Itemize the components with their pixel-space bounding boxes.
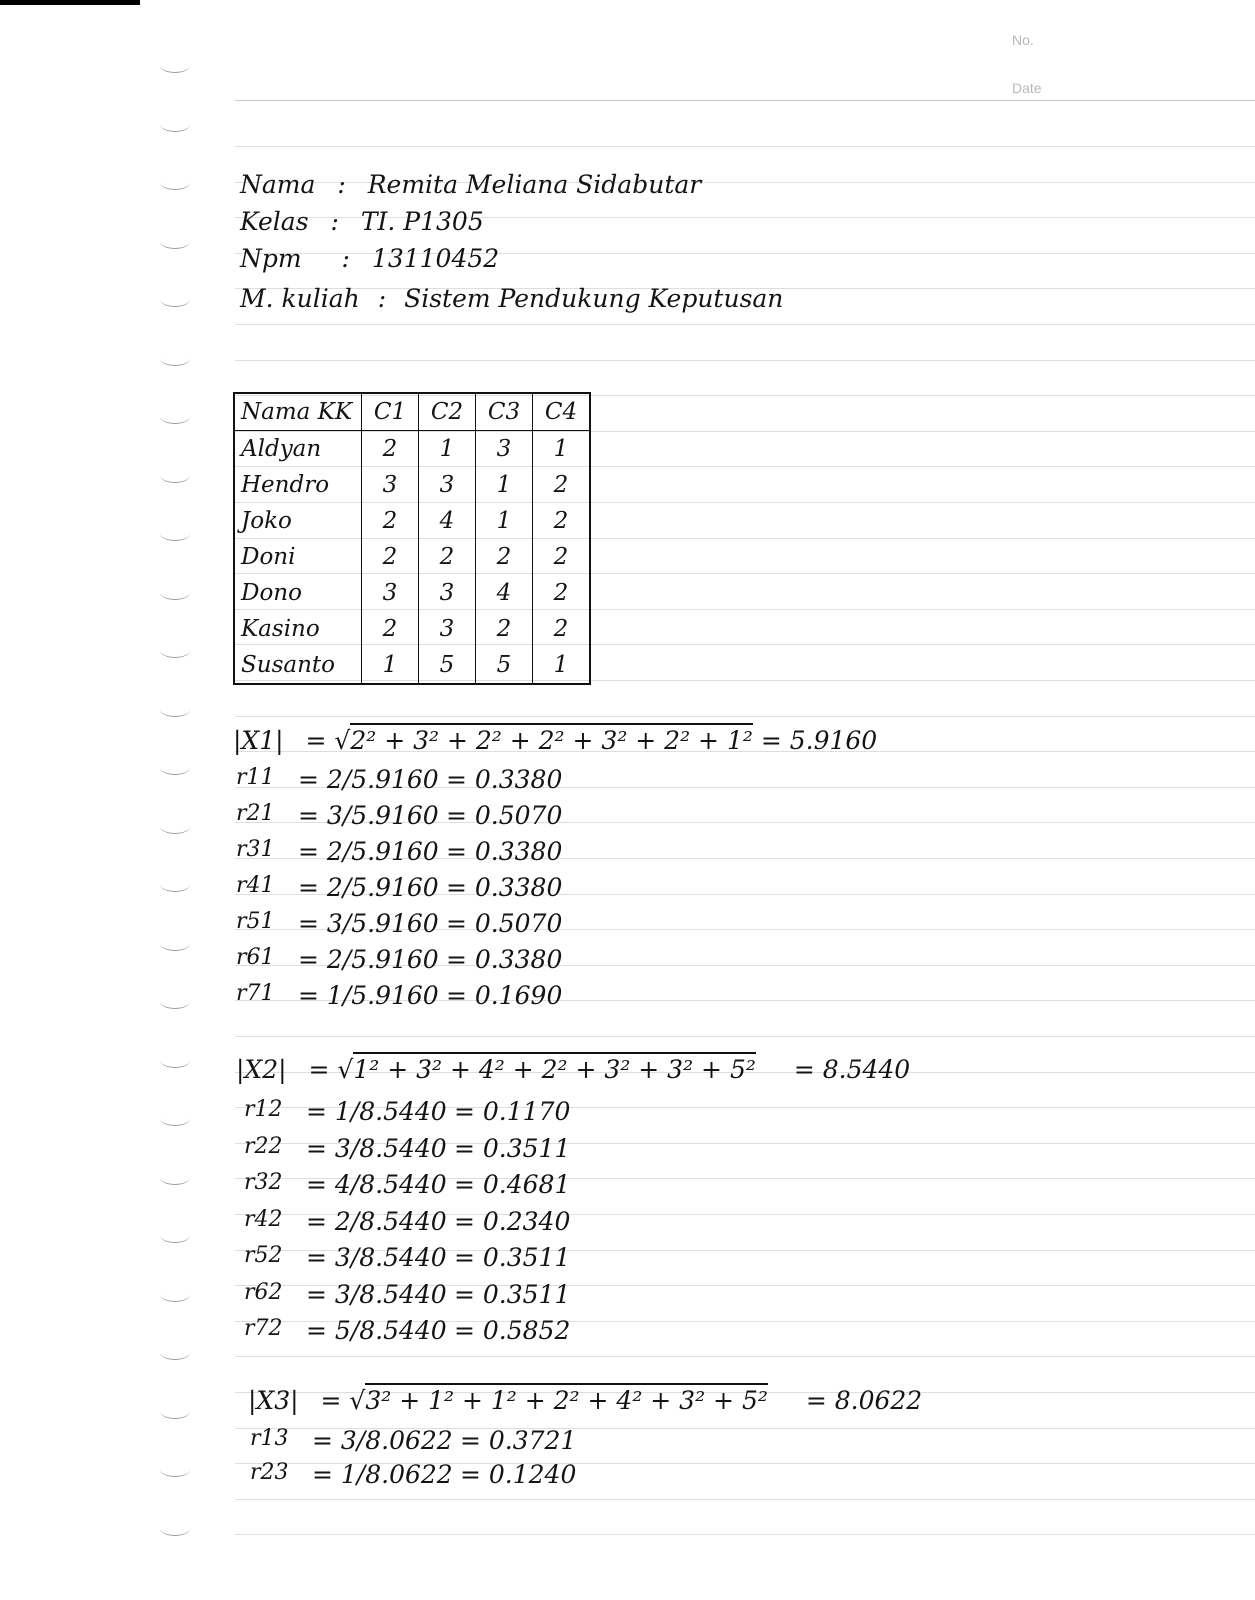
criteria-value-cell: 3 xyxy=(362,467,419,503)
criteria-value-cell: 1 xyxy=(476,503,533,539)
x1-label: |X1| xyxy=(233,726,284,755)
r-calculation: = 2/8.5440 xyxy=(306,1206,447,1236)
r-result: = 0.3380 xyxy=(446,765,563,794)
household-name-cell: Susanto xyxy=(241,652,335,678)
r-calculation: = 1/5.9160 xyxy=(298,981,439,1010)
r-label: r41 xyxy=(236,873,275,898)
binder-hole xyxy=(160,351,190,366)
criteria-value-cell: 3 xyxy=(419,611,476,647)
scan-edge-mark xyxy=(0,0,140,5)
r-label: r62 xyxy=(244,1279,283,1305)
binder-hole xyxy=(160,1111,190,1126)
binder-hole xyxy=(160,585,190,600)
table-header-cell: C2 xyxy=(419,393,476,431)
table-header-cell: C3 xyxy=(476,393,533,431)
criteria-value-cell: 2 xyxy=(533,467,591,503)
r-result: = 0.3380 xyxy=(446,837,563,866)
binder-hole xyxy=(160,936,190,951)
no-label: No. xyxy=(1012,32,1034,48)
x1-norm-line: |X1| = √ 2² + 3² + 2² + 2² + 3² + 2² + 1² = 5.9160 xyxy=(233,726,877,755)
criteria-value-cell: 2 xyxy=(362,611,419,647)
ruled-line xyxy=(235,1036,1255,1037)
x1-radicand: 2² + 3² + 2² + 2² + 3² + 2² + 1² xyxy=(350,726,753,755)
table-row xyxy=(234,575,590,611)
criteria-value-cell: 1 xyxy=(533,431,591,468)
r-label: r12 xyxy=(244,1097,283,1122)
r-calculation: = 3/8.5440 xyxy=(306,1243,447,1272)
criteria-value-cell: 2 xyxy=(533,611,591,647)
criteria-value-cell: 5 xyxy=(476,647,533,684)
binder-hole xyxy=(160,58,190,73)
identity-value: TI. P1305 xyxy=(360,207,484,236)
binder-hole xyxy=(160,526,190,541)
r-result: = 0.4681 xyxy=(454,1170,571,1199)
household-name-cell: Kasino xyxy=(241,616,320,642)
criteria-value-cell: 4 xyxy=(419,503,476,539)
identity-label: Npm xyxy=(240,244,302,273)
r-result: = 0.1690 xyxy=(446,981,563,1010)
date-label: Date xyxy=(1012,80,1042,96)
r-calculation: = 2/5.9160 xyxy=(298,945,439,974)
criteria-value-cell: 2 xyxy=(533,503,591,539)
ruled-line xyxy=(235,360,1255,361)
household-name-cell: Aldyan xyxy=(241,436,322,462)
r-label: r72 xyxy=(244,1316,283,1341)
x3-label: |X3| xyxy=(248,1386,299,1415)
household-name-cell: Doni xyxy=(241,544,296,570)
criteria-value-cell: 2 xyxy=(362,503,419,539)
r-calculation: = 2/5.9160 xyxy=(298,837,439,866)
table-row xyxy=(234,647,590,684)
binder-hole xyxy=(160,409,190,424)
r-calculation: = 3/8.5440 xyxy=(306,1133,447,1163)
binder-hole xyxy=(160,994,190,1009)
r-label: r21 xyxy=(236,801,275,826)
r-result: = 0.3380 xyxy=(446,945,563,974)
criteria-value-cell: 3 xyxy=(362,575,419,611)
table-header-cell: Nama KK xyxy=(234,393,362,431)
ruled-line xyxy=(235,1499,1255,1500)
table-body xyxy=(234,431,590,685)
r-result: = 0.1240 xyxy=(460,1460,577,1489)
criteria-value-cell: 2 xyxy=(362,539,419,575)
x3-norm-line: |X3| = √ 3² + 1² + 1² + 2² + 4² + 3² + 5² = 8.0622 xyxy=(248,1386,922,1415)
criteria-value-cell: 2 xyxy=(533,539,591,575)
binder-hole xyxy=(160,117,190,132)
binder-hole xyxy=(160,702,190,717)
r-calculation: = 5/8.5440 xyxy=(306,1316,447,1345)
identity-value: Remita Meliana Sidabutar xyxy=(367,170,702,199)
binder-hole xyxy=(160,877,190,892)
table-header-row xyxy=(234,393,590,431)
criteria-value-cell: 1 xyxy=(476,467,533,503)
r-result: = 0.3511 xyxy=(454,1243,571,1272)
criteria-value-cell: 5 xyxy=(419,647,476,684)
r-label: r32 xyxy=(244,1170,283,1195)
criteria-value-cell: 3 xyxy=(476,431,533,468)
criteria-value-cell: 2 xyxy=(476,611,533,647)
r-calculation: = 2/5.9160 xyxy=(298,765,439,794)
table-row xyxy=(234,431,590,468)
r-result: = 0.3511 xyxy=(454,1279,571,1309)
r-calculation: = 3/5.9160 xyxy=(298,801,439,830)
binder-hole xyxy=(160,1462,190,1477)
binder-hole xyxy=(160,1287,190,1302)
table-row xyxy=(234,539,590,575)
r-label: r22 xyxy=(244,1133,283,1159)
r-result: = 0.2340 xyxy=(454,1206,571,1236)
identity-label: M. kuliah xyxy=(240,284,360,313)
household-name-cell: Dono xyxy=(241,580,302,606)
ruled-line xyxy=(235,1534,1255,1535)
binder-hole xyxy=(160,1228,190,1243)
identity-label: Kelas xyxy=(240,207,309,236)
r-calculation: = 1/8.0622 xyxy=(312,1460,453,1489)
r-result: = 0.5070 xyxy=(446,801,563,830)
criteria-value-cell: 2 xyxy=(362,431,419,468)
binder-hole xyxy=(160,1053,190,1068)
table-row xyxy=(234,467,590,503)
r-result: = 0.5070 xyxy=(446,909,563,938)
x2-label: |X2| xyxy=(236,1055,287,1084)
criteria-value-cell: 3 xyxy=(419,575,476,611)
criteria-value-cell: 3 xyxy=(419,467,476,503)
binder-hole xyxy=(160,1345,190,1360)
ruled-line xyxy=(235,1356,1255,1357)
r-label: r51 xyxy=(236,909,275,934)
x2-result: = 8.5440 xyxy=(793,1055,911,1084)
r-calculation: = 3/8.5440 xyxy=(306,1279,447,1309)
r-label: r61 xyxy=(236,945,275,970)
table-header-cell: C4 xyxy=(533,393,591,431)
r-result: = 0.5852 xyxy=(454,1316,571,1345)
binder-hole xyxy=(160,175,190,190)
identity-value: Sistem Pendukung Keputusan xyxy=(404,284,784,313)
household-name-cell: Joko xyxy=(241,508,292,534)
header-rule xyxy=(235,100,1255,101)
r-result: = 0.1170 xyxy=(454,1097,571,1126)
criteria-table xyxy=(233,392,591,685)
r-result: = 0.3511 xyxy=(454,1133,571,1163)
criteria-value-cell: 1 xyxy=(419,431,476,468)
binder-hole xyxy=(160,1404,190,1419)
r-result: = 0.3380 xyxy=(446,873,563,902)
x3-result: = 8.0622 xyxy=(805,1386,923,1415)
binder-hole xyxy=(160,760,190,775)
identity-course: M. kuliah : Sistem Pendukung Keputusan xyxy=(240,284,784,313)
criteria-value-cell: 4 xyxy=(476,575,533,611)
binder-hole xyxy=(160,468,190,483)
table-header-cell: C1 xyxy=(362,393,419,431)
r-calculation: = 3/5.9160 xyxy=(298,909,439,938)
identity-class: Kelas : TI. P1305 xyxy=(240,207,484,236)
binder-hole xyxy=(160,1170,190,1185)
criteria-value-cell: 1 xyxy=(362,647,419,684)
r-label: r31 xyxy=(236,837,275,862)
r-calculation: = 4/8.5440 xyxy=(306,1170,447,1199)
r-label: r52 xyxy=(244,1243,283,1268)
binder-hole xyxy=(160,1521,190,1536)
identity-label: Nama xyxy=(240,170,316,199)
r-label: r42 xyxy=(244,1206,283,1232)
r-calculation: = 1/8.5440 xyxy=(306,1097,447,1126)
identity-value: 13110452 xyxy=(371,244,500,273)
x2-norm-line: |X2| = √ 1² + 3² + 4² + 2² + 3² + 3² + 5² = 8.5440 xyxy=(236,1055,910,1084)
ruled-line xyxy=(235,716,1255,717)
x2-radicand: 1² + 3² + 4² + 2² + 3² + 3² + 5² xyxy=(353,1055,756,1084)
criteria-value-cell: 2 xyxy=(476,539,533,575)
x1-result: = 5.9160 xyxy=(760,726,878,755)
identity-name: Nama : Remita Meliana Sidabutar xyxy=(240,170,702,199)
r-label: r11 xyxy=(236,765,275,790)
table-row xyxy=(234,611,590,647)
identity-npm: Npm : 13110452 xyxy=(240,244,500,273)
r-result: = 0.3721 xyxy=(460,1426,577,1455)
binder-hole xyxy=(160,643,190,658)
binder-hole xyxy=(160,292,190,307)
household-name-cell: Hendro xyxy=(241,472,330,498)
criteria-value-cell: 2 xyxy=(533,575,591,611)
r-calculation: = 2/5.9160 xyxy=(298,873,439,902)
r-label: r23 xyxy=(250,1460,289,1485)
binder-hole xyxy=(160,234,190,249)
criteria-value-cell: 2 xyxy=(419,539,476,575)
binder-hole xyxy=(160,819,190,834)
r-label: r13 xyxy=(250,1426,289,1451)
criteria-value-cell: 1 xyxy=(533,647,591,684)
table-row xyxy=(234,503,590,539)
r-calculation: = 3/8.0622 xyxy=(312,1426,453,1455)
x3-radicand: 3² + 1² + 1² + 2² + 4² + 3² + 5² xyxy=(365,1386,768,1415)
ruled-line xyxy=(235,324,1255,325)
ruled-line xyxy=(235,146,1255,147)
r-label: r71 xyxy=(236,981,275,1006)
